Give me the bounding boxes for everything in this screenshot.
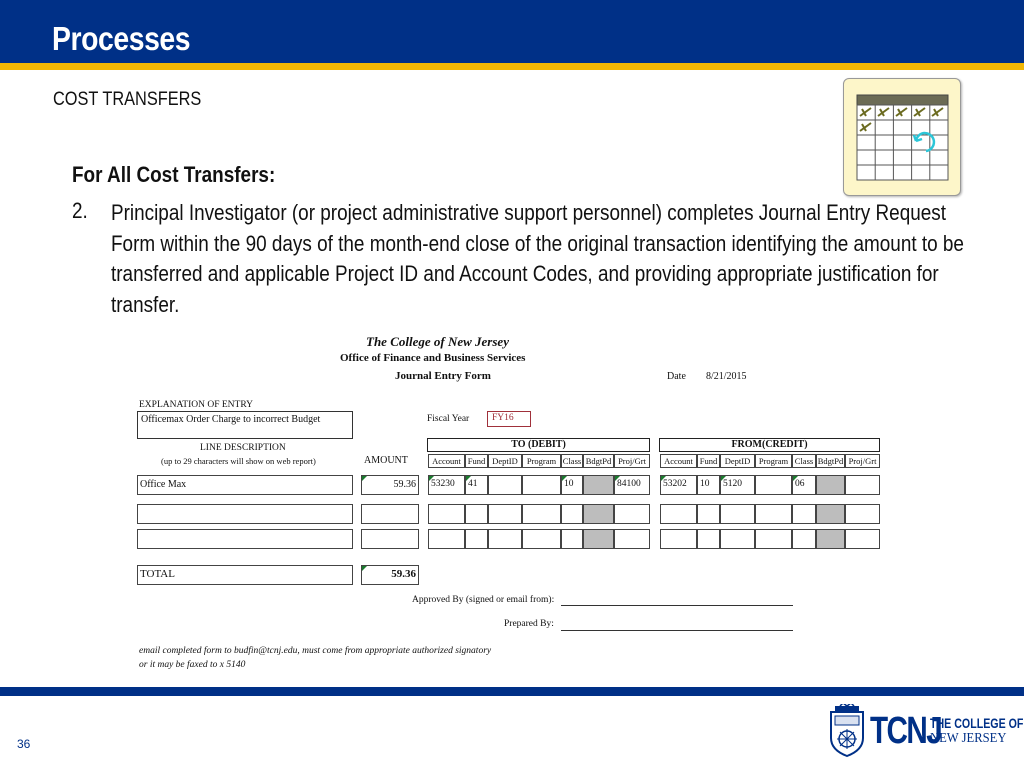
credit-col-header: BdgtPd [817,456,844,466]
total-value: 59.36 [361,565,419,585]
debit-cell [428,504,465,524]
debit-cell [488,475,522,495]
debit-cell: 41 [465,475,488,495]
debit-col-header: Fund [465,454,488,468]
credit-cell [816,529,845,549]
slide-subtitle: COST TRANSFERS [53,89,202,110]
debit-col-header: DeptID [488,454,522,468]
college-seal-icon [828,704,866,758]
section-heading: For All Cost Transfers: [72,162,276,187]
credit-col-header: DeptID [720,454,755,468]
amount-label: AMOUNT [364,455,408,466]
debit-col-header: Proj/Grt [614,454,650,468]
row-amount [361,504,419,524]
line-description-note: (up to 29 characters will show on web report) [161,456,316,466]
debit-cell [465,529,488,549]
calendar-graphic [844,79,962,197]
page-number: 36 [17,737,31,751]
form-date-value: 8/21/2015 [706,371,747,382]
logo-abbrev: TCNJ [870,710,942,752]
form-date-label: Date [667,371,686,382]
credit-cell [792,504,816,524]
credit-group-header: FROM(CREDIT) [659,438,880,452]
prepared-by-line [561,630,793,631]
debit-cell [488,529,522,549]
debit-cell: 53230 [428,475,465,495]
debit-cell [561,529,583,549]
debit-col-header: Program [522,454,561,468]
credit-cell [720,529,755,549]
credit-col-header: Proj/Grt [845,454,880,468]
row-amount: 59.36 [361,475,419,495]
credit-cell [720,504,755,524]
debit-cell [583,529,614,549]
credit-cell: 06 [792,475,816,495]
credit-cell: 10 [697,475,720,495]
credit-cell [845,529,880,549]
prepared-by-label: Prepared By: [504,619,554,629]
fiscal-year-label: Fiscal Year [427,414,470,424]
credit-cell [660,504,697,524]
credit-cell [792,529,816,549]
credit-cell [755,504,792,524]
header-accent-stripe [0,63,1024,70]
total-label: TOTAL [137,565,353,585]
debit-col-header: Class [562,456,582,466]
debit-group-header: TO (DEBIT) [427,438,650,452]
line-description-label: LINE DESCRIPTION [200,443,286,453]
debit-cell [488,504,522,524]
credit-cell [755,529,792,549]
credit-cell [697,504,720,524]
debit-cell [583,475,614,495]
credit-cell: 53202 [660,475,697,495]
explanation-label: EXPLANATION OF ENTRY [139,400,253,410]
row-description [137,529,353,549]
logo-line2: NEW JERSEY [930,731,1007,746]
footer-bar [0,687,1024,696]
debit-cell: 84100 [614,475,650,495]
credit-cell [816,475,845,495]
row-description [137,504,353,524]
approved-by-label: Approved By (signed or email from): [412,595,555,605]
debit-col-header: BdgtPd [583,454,614,468]
debit-cell [522,504,561,524]
form-college-name: The College of New Jersey [366,334,509,349]
tcnj-logo [826,702,1024,760]
credit-cell [697,529,720,549]
debit-cell [522,529,561,549]
credit-col-header: Program [755,454,792,468]
debit-cell: 10 [561,475,583,495]
credit-cell [845,475,880,495]
debit-cell [614,504,650,524]
row-amount [361,529,419,549]
debit-cell [465,504,488,524]
debit-col-header: Account [428,454,465,468]
debit-cell [428,529,465,549]
debit-cell [561,504,583,524]
calendar-icon [843,78,961,196]
credit-cell [845,504,880,524]
credit-col-header: Class [792,454,816,468]
form-office-name: Office of Finance and Business Services [340,352,526,364]
credit-cell [755,475,792,495]
slide-title: Processes [52,20,191,57]
form-footer-line2: or it may be faxed to x 5140 [139,660,246,670]
form-footer-line1: email completed form to budfin@tcnj.edu, must come from appropriate authorized signatory [139,646,492,656]
approved-by-line [561,605,793,606]
list-item-number: 2. [72,198,88,223]
debit-cell [583,504,614,524]
fiscal-year-field: FY16 [487,411,531,427]
credit-col-header: Fund [697,454,720,468]
credit-cell [660,529,697,549]
debit-cell [614,529,650,549]
form-title: Journal Entry Form [395,370,491,382]
credit-cell: 5120 [720,475,755,495]
logo-line1: THE COLLEGE OF [930,715,1024,731]
credit-col-header: Account [660,454,697,468]
explanation-field: Officemax Order Charge to incorrect Budget [137,411,353,439]
debit-cell [522,475,561,495]
credit-cell [816,504,845,524]
list-item-text: Principal Investigator (or project administrative support personnel) completes Journal Entry Request Form within the 90 days of the month-end close of the original transaction identifying the amount to be transferred and applicable Project ID and Account Codes, and providing appropriate justification for transfer. [111,200,964,317]
row-description: Office Max [137,475,353,495]
